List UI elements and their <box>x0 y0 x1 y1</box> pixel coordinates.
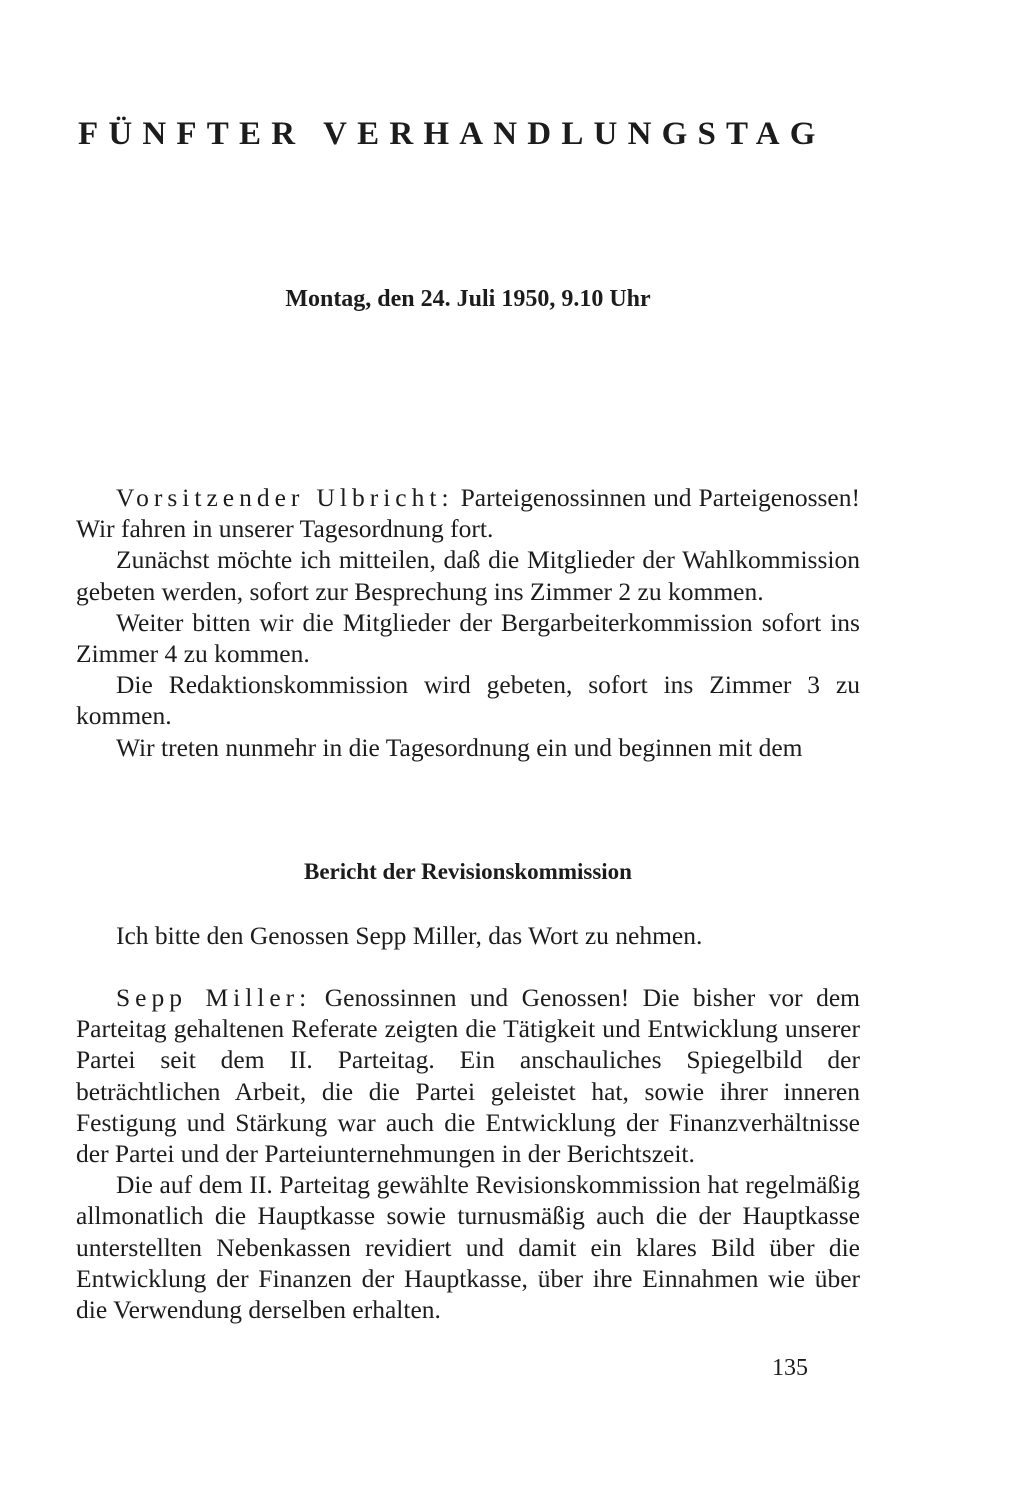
chapter-title: FÜNFTER VERHANDLUNGSTAG <box>78 116 826 152</box>
section-heading: Bericht der Revisionskommission <box>304 859 632 884</box>
opening-speech <box>76 482 860 763</box>
opening-paragraph-5: Wir treten nunmehr in die Tagesordnung ein und beginnen mit dem <box>116 732 803 762</box>
report-paragraph-1 <box>76 982 860 1169</box>
opening-paragraph-4: Die Redaktionskommission wird gebeten, sofort ins Zimmer 3 zu kommen. <box>76 670 860 731</box>
opening-paragraph-2: Zunächst möchte ich mitteilen, daß die Mitglieder der Wahlkommission gebeten werden, sofort zur Besprechung ins Zimmer 2 zu kommen. <box>76 545 860 606</box>
request-paragraph: Ich bitte den Genossen Sepp Miller, das Wort zu nehmen. <box>116 921 703 950</box>
page-number: 135 <box>772 1355 808 1381</box>
paragraph-text: Parteigenossinnen und Parteigenossen! Wir fahren in unserer Tagesordnung fort. <box>76 483 860 544</box>
opening-paragraph-1 <box>76 482 860 544</box>
opening-paragraph-3: Weiter bitten wir die Mitglieder der Bergarbeiterkommission sofort ins Zimmer 4 zu kommen. <box>76 607 860 669</box>
paragraph-text: Genossinnen und Genossen! Die bisher vor dem Parteitag gehaltenen Referate zeigten die Tätigkeit und Entwicklung unserer Partei seit dem II. Parteitag. Ein anschauliches Spiegelbild der beträchtlichen Arbeit, die die Partei geleistet hat, sowie ihrer inneren Festigung und Stärkung war auch die Entwicklung der Finanzverhältnisse der Partei und der Parteiunternehmungen in der Berichtszeit. <box>76 983 860 1169</box>
report-speech <box>76 982 860 1325</box>
speaker-name: Vorsitzender Ulbricht: <box>116 483 454 512</box>
report-paragraph-2: Die auf dem II. Parteitag gewählte Revisionskommission hat regelmäßig allmonatlich die Hauptkasse sowie turnusmäßig auch die der Hauptkasse unterstellten Nebenkassen revidiert und damit ein klares Bild über die Entwicklung der Finanzen der Hauptkasse, über ihre Einnahmen wie über die Verwendung derselben erhalten. <box>76 1170 860 1325</box>
request-paragraph-block <box>76 920 860 951</box>
session-datetime: Montag, den 24. Juli 1950, 9.10 Uhr <box>285 286 651 312</box>
speaker-name: Sepp Miller: <box>116 983 312 1012</box>
